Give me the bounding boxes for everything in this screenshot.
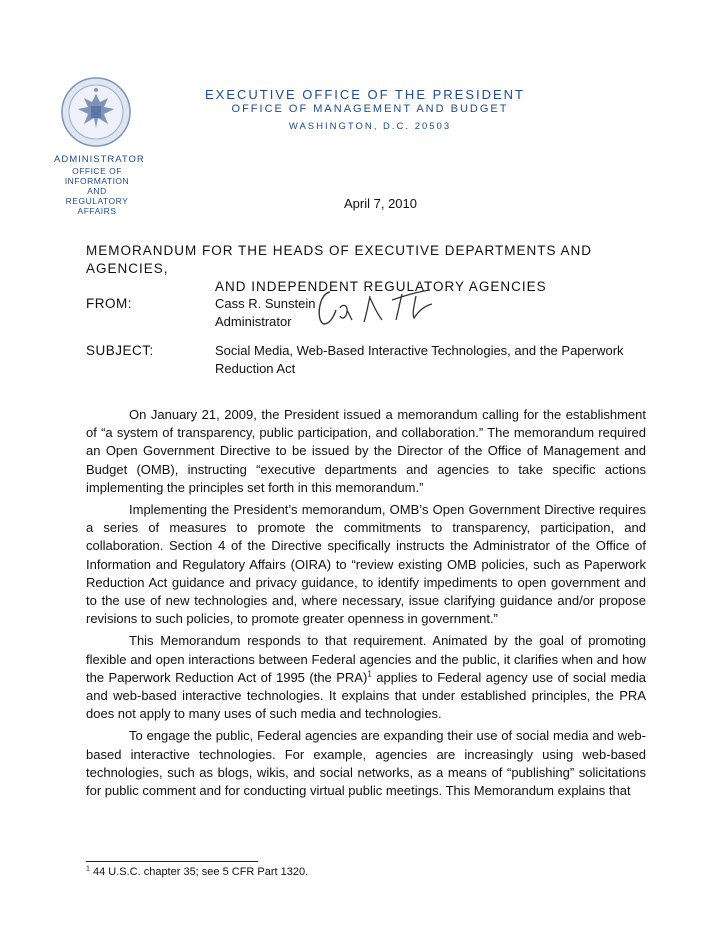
from-name: Cass R. Sunstein [215,296,316,311]
memo-addressee-line2: AND INDEPENDENT REGULATORY AGENCIES [215,279,547,294]
memo-date: April 7, 2010 [344,196,417,211]
memo-body [86,406,646,804]
sidebar-line: OFFICE OF [72,166,122,176]
subject-text: Social Media, Web-Based Interactive Technologies, and the Paperwork Reduction Act [215,343,624,376]
footnote-number: 1 [86,865,90,873]
sidebar-line: AFFAIRS [77,206,117,216]
presidential-seal-icon [60,76,132,148]
memo-addressee-line1: MEMORANDUM FOR THE HEADS OF EXECUTIVE DEPARTMENTS AND AGENCIES, [86,243,593,276]
sidebar-line: INFORMATION AND [64,176,130,196]
footnote-text: 44 U.S.C. chapter 35; see 5 CFR Part 1320. [89,866,309,878]
sidebar-office [54,154,145,216]
subject-label: SUBJECT: [86,343,154,358]
footnote [86,866,308,878]
paragraph-2: Implementing the President’s memorandum, OMB’s Open Government Directive requires a series of measures to promote the commitments to transparency, participation, and collaboration. Section 4 of the Directive specifically instructs the Administrator of the Office of Information and Regulatory Affairs (OIRA) to “review existing OMB policies, such as Paperwork Reduction Act guidance and privacy guidance, to identify impediments to open government and to the use of new technologies and, where necessary, issue clarifying guidance and/or propose revisions to such policies, to promote greater openness in government.” [86,502,646,627]
header-executive-office: EXECUTIVE OFFICE OF THE PRESIDENT [204,87,525,102]
footnote-divider [86,861,258,862]
signature-image [312,282,462,328]
header-address: WASHINGTON, D.C. 20503 [288,121,452,132]
paragraph-3-part1: This Memorandum responds to that requirement. Animated by the goal of promoting flexible and open interactions between Federal agencies and the public, it clarifies when and how the Paperwork Reduction Act of 1995 (the PRA) [86,633,646,685]
from-label: FROM: [86,296,132,311]
from-title: Administrator [215,314,292,329]
paragraph-3 [86,632,646,723]
paragraph-1: On January 21, 2009, the President issued a memorandum calling for the establishment of “a system of transparency, public participation, and collaboration.” The memorandum required an Open Government Directive to be issued by the Director of the Office of Management and Budget (OMB), instructing “executive departments and agencies to take specific actions implementing the principles set forth in this memorandum.” [86,407,646,495]
sidebar-line: REGULATORY [65,196,129,206]
footnote-reference: 1 [367,669,372,679]
sidebar-title: ADMINISTRATOR [54,154,145,165]
paragraph-4: To engage the public, Federal agencies are expanding their use of social media and web-based interactive technologies. For example, agencies are increasingly using web-based technologies, such as blogs, wikis, and social networks, as a means of “publishing” solicitations for public comment and for conducting virtual public meetings. This Memorandum explains that [86,728,646,799]
paragraph-3-part2: applies to Federal agency use of social media and web-based interactive technologies. It explains that under established principles, the PRA does not apply to many uses of such media and technologies. [86,669,646,722]
header-omb: OFFICE OF MANAGEMENT AND BUDGET [231,103,509,115]
